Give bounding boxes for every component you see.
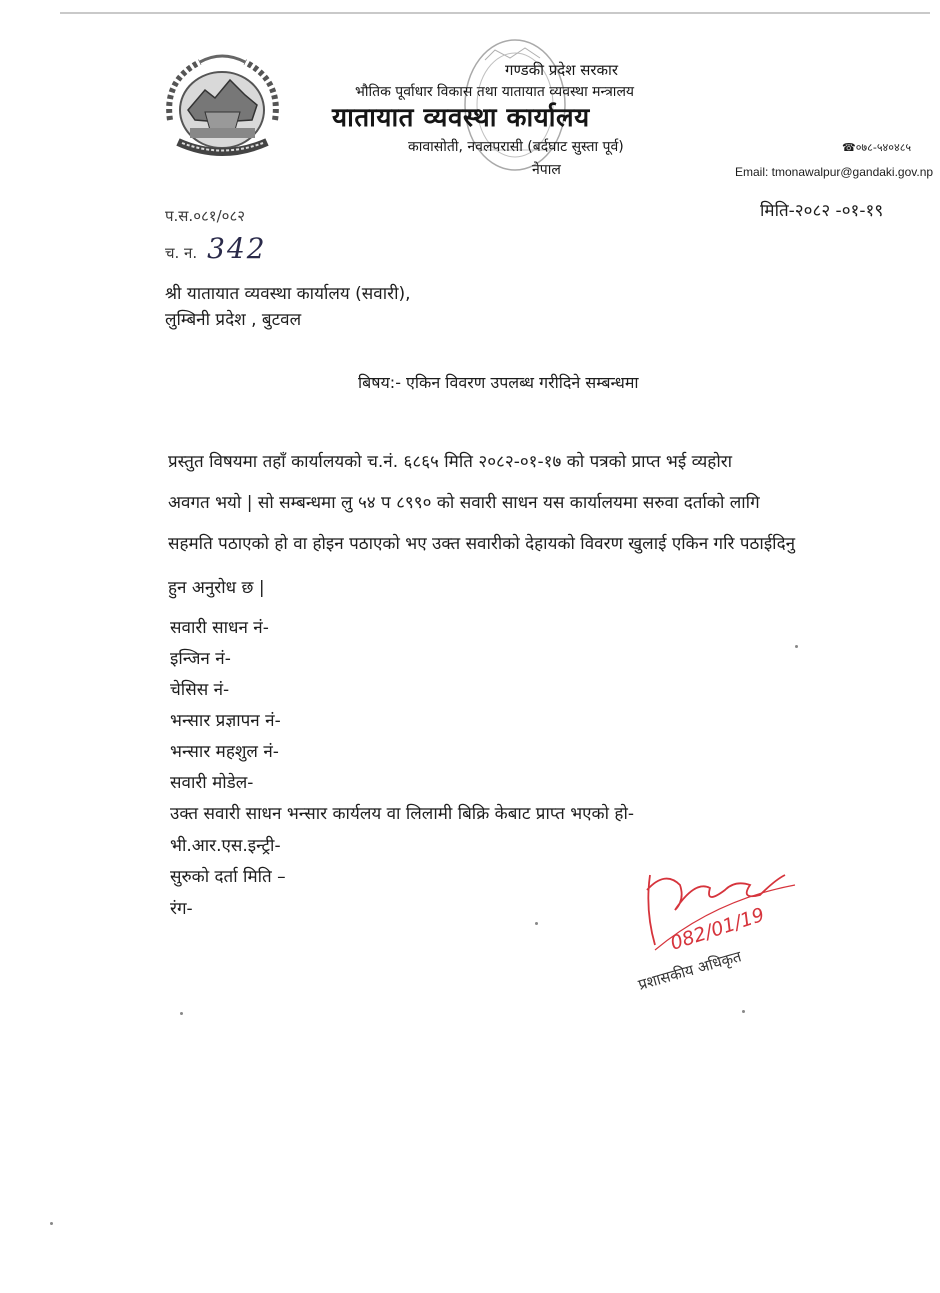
detail-first-registration-date: सुरुको दर्ता मिति – bbox=[170, 867, 286, 887]
dispatch-number: 342 bbox=[207, 232, 267, 265]
detail-customs-declaration: भन्सार प्रज्ञापन नं- bbox=[170, 711, 281, 731]
detail-source: उक्त सवारी साधन भन्सार कार्यलय वा लिलामी बिक्रि केबाट प्राप्त भएको हो- bbox=[170, 804, 634, 824]
scan-speck bbox=[742, 1010, 745, 1013]
nepal-emblem-icon bbox=[160, 50, 285, 165]
phone-number: ☎०७८-५४०४८५ bbox=[842, 141, 912, 154]
signature-date: 082/01/19 bbox=[667, 903, 768, 955]
detail-vrs-entry: भी.आर.एस.इन्ट्री- bbox=[170, 836, 281, 856]
dispatch-label: च. न. bbox=[165, 244, 198, 262]
office-name: यातायात व्यवस्था कार्यालय bbox=[332, 103, 590, 133]
country-name: नेपाल bbox=[532, 162, 561, 178]
ministry-name: भौतिक पूर्वाधार विकास तथा यातायात व्यवस्था मन्त्रालय bbox=[355, 84, 635, 100]
office-address: कावासोती, नवलपरासी (बर्दघाट सुस्ता पूर्व) bbox=[408, 139, 624, 155]
letter-subject: बिषय:- एकिन विवरण उपलब्ध गरीदिने सम्बन्धमा bbox=[358, 373, 639, 392]
detail-customs-duty: भन्सार महशुल नं- bbox=[170, 742, 279, 762]
email-address: Email: tmonawalpur@gandaki.gov.np bbox=[735, 165, 934, 179]
body-line: अवगत भयो | सो सम्बन्धमा लु ५४ प ८९९० को सवारी साधन यस कार्यालयमा सरुवा दर्ताको लागि bbox=[168, 493, 760, 513]
detail-chassis-number: चेसिस नं- bbox=[170, 680, 230, 700]
scan-speck bbox=[535, 922, 538, 925]
recipient-line-2: लुम्बिनी प्रदेश , बुटवल bbox=[165, 310, 302, 330]
letter-date: मिति-२०८२ -०१-१९ bbox=[760, 201, 884, 221]
recipient-line-1: श्री यातायात व्यवस्था कार्यालय (सवारी), bbox=[165, 284, 411, 304]
detail-color: रंग- bbox=[170, 899, 193, 919]
body-line: हुन अनुरोध छ | bbox=[168, 578, 265, 598]
detail-vehicle-number: सवारी साधन नं- bbox=[170, 618, 269, 638]
body-line: प्रस्तुत विषयमा तहाँ कार्यालयको च.नं. ६८६५ मिति २०८२-०१-१७ को पत्रको प्राप्त भई व्यहोरा bbox=[168, 452, 733, 472]
body-line: सहमति पठाएको हो वा होइन पठाएको भए उक्त सवारीको देहायको विवरण खुलाई एकिन गरि पठाईदिनु bbox=[168, 534, 796, 554]
dispatch-reference bbox=[165, 232, 267, 265]
scan-speck bbox=[50, 1222, 53, 1225]
scan-speck bbox=[180, 1012, 183, 1015]
fiscal-year-reference: प.स.०८१/०८२ bbox=[165, 207, 246, 225]
officer-signature bbox=[635, 850, 835, 1000]
detail-engine-number: इन्जिन नं- bbox=[170, 649, 231, 669]
designation-stamp: प्रशासकीय अधिकृत bbox=[636, 947, 744, 994]
scan-speck bbox=[795, 645, 798, 648]
page-top-edge bbox=[60, 12, 930, 14]
detail-vehicle-model: सवारी मोडेल- bbox=[170, 773, 254, 793]
government-name: गण्डकी प्रदेश सरकार bbox=[505, 61, 619, 79]
